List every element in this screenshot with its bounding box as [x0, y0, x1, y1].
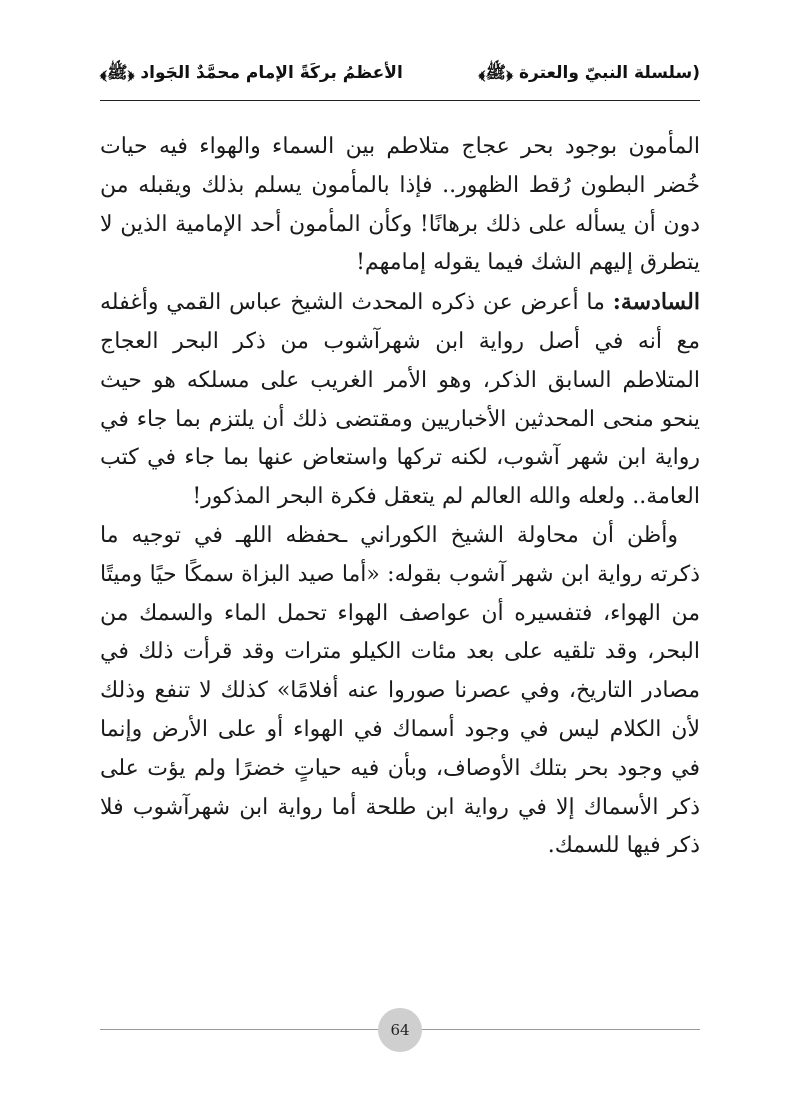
- paragraph-2-text: ما أعرض عن ذكره المحدث الشيخ عباس القمي وأغفله مع أنه في أصل رواية ابن شهرآشوب من ذكر البحر العجاج المتلاطم السابق الذكر، وهو الأمر الغريب على مسلكه هو حيث ينحو منحى المحدثين الأخباريين ومقتضى ذلك أن يلتزم بما جاء في رواية ابن شهر آشوب، لكنه تركها واستعاض عنها بما جاء في كتب العامة.. ولعله والله العالم لم يتعقل فكرة البحر المذكور!: [100, 290, 700, 510]
- paragraph-2: [100, 283, 700, 517]
- page-footer: [100, 1008, 700, 1052]
- paragraph-1: المأمون بوجود بحر عجاج متلاطم بين السماء والهواء فيه حيات خُضر البطون رُقط الظهور.. فإذا بالمأمون يسلم بذلك ويقبله من دون أن يسأله على ذلك برهانًا! وكأن المأمون أحد الإمامية الذين لا يتطرق إليهم الشك فيما يقوله إمامهم!: [100, 134, 700, 276]
- running-header: [100, 52, 700, 96]
- book-title: الأعظمُ بركَةً الإمام محمَّدٌ الجَواد ﴿ﷺ﴾: [100, 62, 403, 83]
- paragraph-3: وأظن أن محاولة الشيخ الكوراني ـحفظه اللهـ في توجيه ما ذكرته رواية ابن شهر آشوب بقوله: «أما صيد البزاة سمكًا حيًا وميتًا من الهواء، فتفسيره أن عواصف الهواء تحمل الماء والسمك من البحر، وقد تلقيه على بعد مئات الكيلو مترات وقد قرأت ذلك في مصادر التاريخ، وفي عصرنا صوروا عنه أفلامًا» كذلك لا تنفع وذلك لأن الكلام ليس في وجود أسماك في الهواء أو على الأرض وإنما في وجود بحر بتلك الأوصاف، وبأن فيه حياتٍ خضرًا ولم يؤت على ذكر الأسماك إلا في رواية ابن طلحة أما رواية ابن شهرآشوب فلا ذكر فيها للسمك.: [100, 522, 700, 859]
- page-body: [100, 128, 700, 866]
- paragraph-2-lead: السادسة:: [612, 289, 700, 316]
- header-rule: [100, 100, 700, 101]
- series-title: (سلسلة النبيّ والعترة ﴿ﷺ﴾: [478, 62, 700, 83]
- page-number: 64: [378, 1008, 422, 1052]
